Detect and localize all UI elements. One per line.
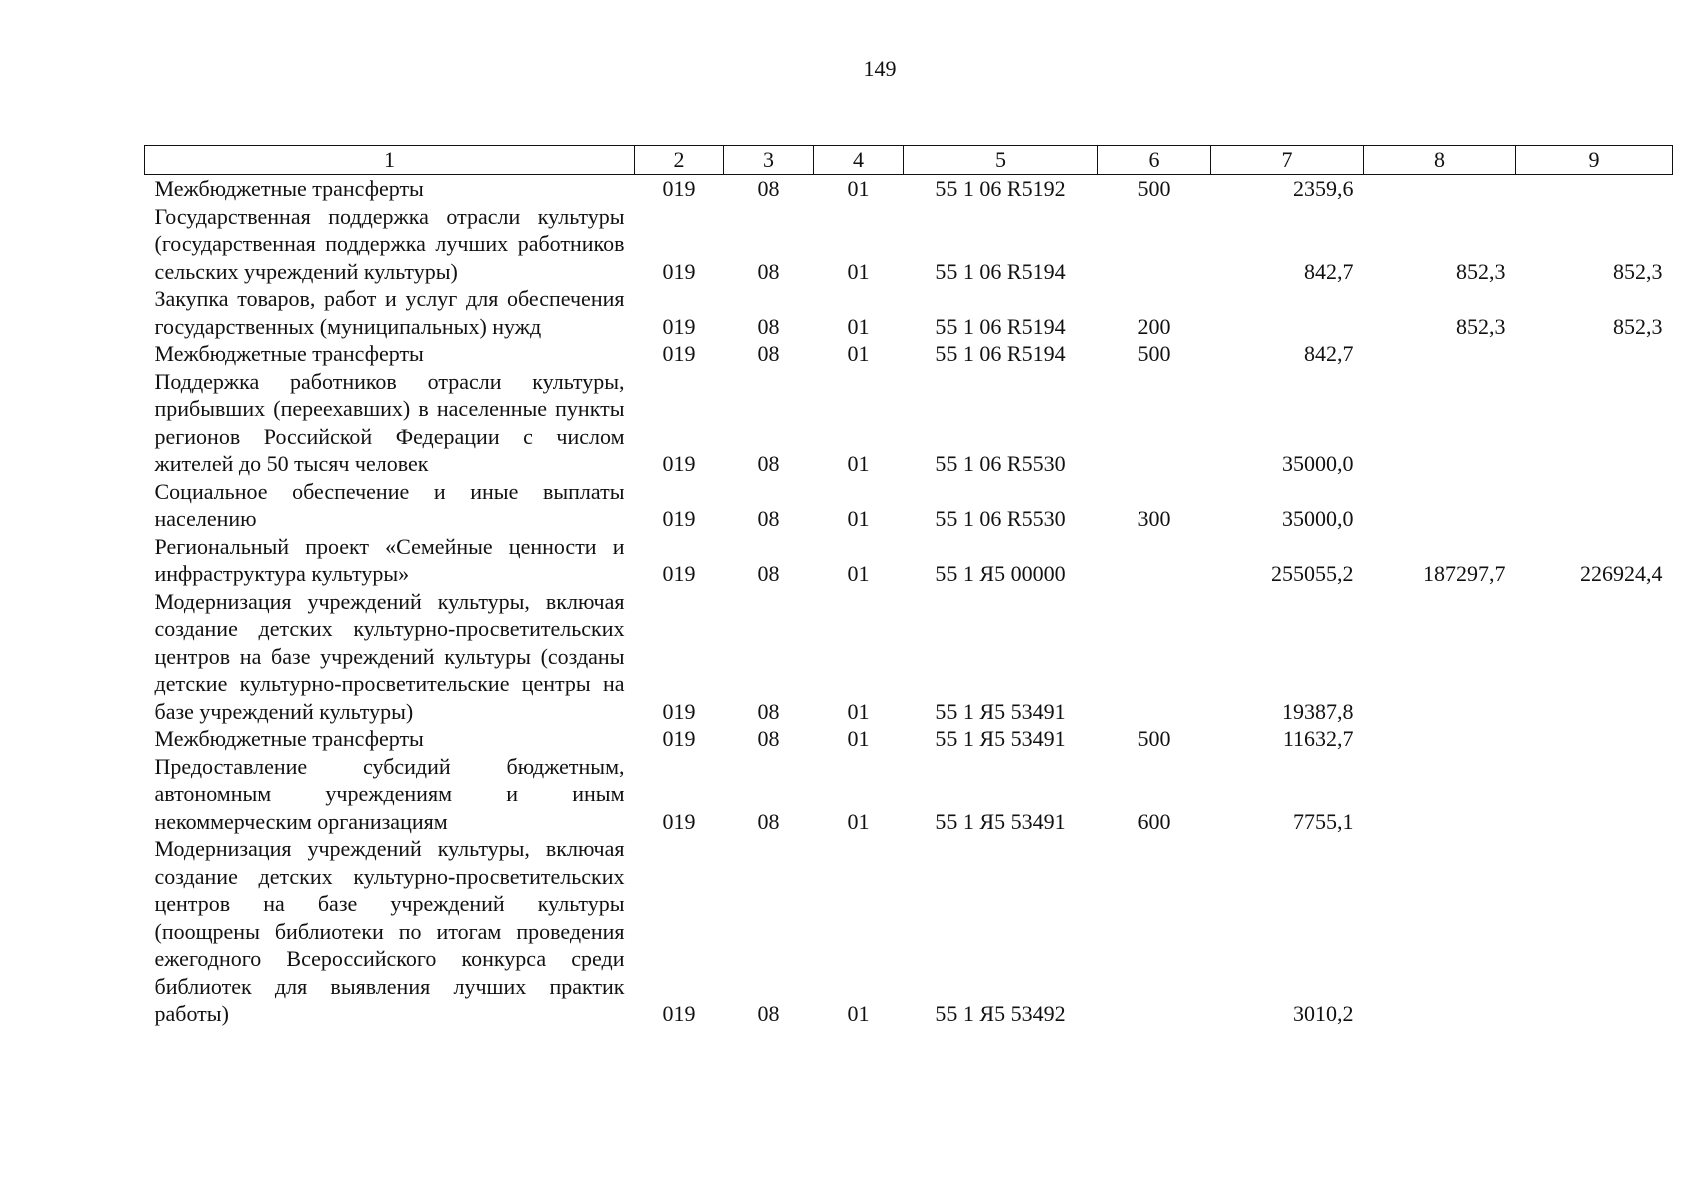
cell-col6 [1098, 203, 1211, 286]
cell-col8: 852,3 [1456, 313, 1506, 339]
cell-col8 [1364, 175, 1516, 203]
cell-col5: 55 1 Я5 53492 [935, 1001, 1066, 1026]
cell-col7: 11632,7 [1282, 726, 1354, 751]
cell-col9 [1516, 368, 1673, 478]
cell-col4: 01 [847, 1001, 870, 1026]
table-row [145, 725, 1673, 753]
cell-col4: 01 [847, 698, 870, 724]
cell-col7: 2359,6 [1293, 176, 1354, 201]
cell-col9 [1516, 725, 1673, 753]
cell-col5: 55 1 06 R5194 [935, 313, 1066, 339]
cell-col8 [1364, 478, 1516, 533]
cell-col6: 200 [1137, 313, 1171, 339]
table-row [145, 340, 1673, 368]
cell-col3: 08 [757, 451, 780, 476]
row-name: Межбюджетные трансферты [154, 341, 424, 366]
cell-col6 [1098, 368, 1211, 478]
header-cell: 3 [724, 146, 814, 175]
cell-col6: 300 [1137, 506, 1171, 531]
cell-col3: 08 [757, 1001, 780, 1026]
cell-col5: 55 1 Я5 00000 [935, 561, 1066, 586]
cell-col8: 852,3 [1456, 258, 1506, 284]
cell-col9 [1516, 340, 1673, 368]
table-row [145, 368, 1673, 478]
cell-col2: 019 [662, 808, 696, 834]
cell-col2: 019 [662, 451, 696, 476]
cell-col3: 08 [757, 726, 780, 751]
cell-col4: 01 [847, 313, 870, 339]
cell-col8: 187297,7 [1423, 561, 1506, 586]
cell-col8 [1364, 368, 1516, 478]
cell-col8 [1364, 753, 1516, 836]
table-row [145, 175, 1673, 203]
header-cell: 8 [1364, 146, 1516, 175]
cell-col2: 019 [662, 726, 696, 751]
cell-col8 [1364, 588, 1516, 726]
row-name: Социальное обеспечение и иные выплаты населению [154, 478, 625, 531]
cell-col6 [1098, 533, 1211, 588]
cell-col2: 019 [662, 313, 696, 339]
cell-col8 [1364, 835, 1516, 1028]
cell-col6: 500 [1137, 341, 1171, 366]
table-header-row [145, 146, 1673, 175]
table-row [145, 533, 1673, 588]
cell-col5: 55 1 Я5 53491 [935, 808, 1066, 834]
cell-col4: 01 [847, 341, 870, 366]
cell-col2: 019 [662, 698, 696, 724]
cell-col3: 08 [757, 506, 780, 531]
cell-col9: 226924,4 [1580, 561, 1663, 586]
table-row [145, 835, 1673, 1028]
cell-col3: 08 [757, 313, 780, 339]
header-cell: 7 [1211, 146, 1364, 175]
header-cell: 6 [1098, 146, 1211, 175]
cell-col6: 500 [1137, 726, 1171, 751]
cell-col3: 08 [757, 561, 780, 586]
page-number: 149 [863, 56, 897, 81]
table-row [145, 285, 1673, 340]
cell-col7: 255055,2 [1271, 561, 1354, 586]
cell-col5: 55 1 06 R5194 [935, 341, 1066, 366]
cell-col4: 01 [847, 561, 870, 586]
row-name: Поддержка работников отрасли культуры, прибывших (переехавших) в населенные пункты регионов Российской Федерации с числом жителей до 50 тысяч человек [154, 368, 625, 476]
cell-col4: 01 [847, 726, 870, 751]
cell-col5: 55 1 Я5 53491 [935, 726, 1066, 751]
cell-col2: 019 [662, 341, 696, 366]
row-name: Модернизация учреждений культуры, включая создание детских культурно-просветительских центров на базе учреждений культуры (поощрены библиотеки по итогам проведения ежегодного Всероссийского конкурса среди библиотек для выявления лучших практик работы) [154, 836, 625, 1026]
cell-col9 [1516, 175, 1673, 203]
cell-col4: 01 [847, 808, 870, 834]
table-row [145, 478, 1673, 533]
cell-col7 [1211, 285, 1364, 340]
cell-col3: 08 [757, 698, 780, 724]
row-name: Модернизация учреждений культуры, включая создание детских культурно-просветительских центров на базе учреждений культуры (созданы детские культурно-просветительские центры на базе учреждений культуры) [154, 588, 625, 724]
cell-col3: 08 [757, 808, 780, 834]
cell-col8 [1364, 340, 1516, 368]
cell-col4: 01 [847, 176, 870, 201]
cell-col7: 35000,0 [1282, 451, 1354, 476]
cell-col7: 35000,0 [1282, 506, 1354, 531]
row-name: Закупка товаров, работ и услуг для обеспечения государственных (муниципальных) нужд [154, 286, 625, 339]
row-name: Региональный проект «Семейные ценности и инфраструктура культуры» [154, 533, 625, 586]
cell-col9: 852,3 [1613, 258, 1663, 284]
cell-col3: 08 [757, 341, 780, 366]
cell-col7: 842,7 [1304, 258, 1354, 284]
cell-col4: 01 [847, 506, 870, 531]
header-cell: 1 [145, 146, 635, 175]
cell-col2: 019 [662, 1001, 696, 1026]
cell-col4: 01 [847, 451, 870, 476]
table-row [145, 588, 1673, 726]
header-cell: 4 [814, 146, 904, 175]
cell-col5: 55 1 06 R5194 [935, 258, 1066, 284]
cell-col2: 019 [662, 176, 696, 201]
cell-col7: 7755,1 [1293, 808, 1354, 834]
cell-col6 [1098, 588, 1211, 726]
cell-col2: 019 [662, 258, 696, 284]
cell-col4: 01 [847, 258, 870, 284]
cell-col9 [1516, 588, 1673, 726]
row-name: Государственная поддержка отрасли культуры (государственная поддержка лучших работников сельских учреждений культуры) [154, 203, 625, 284]
cell-col9 [1516, 835, 1673, 1028]
row-name: Межбюджетные трансферты [154, 726, 424, 751]
cell-col7: 842,7 [1304, 341, 1354, 366]
cell-col8 [1364, 725, 1516, 753]
cell-col7: 19387,8 [1282, 698, 1354, 724]
cell-col9: 852,3 [1613, 313, 1663, 339]
cell-col6: 500 [1137, 176, 1171, 201]
cell-col9 [1516, 753, 1673, 836]
cell-col6 [1098, 835, 1211, 1028]
cell-col6: 600 [1137, 808, 1171, 834]
cell-col5: 55 1 06 R5530 [935, 506, 1066, 531]
header-cell: 5 [904, 146, 1098, 175]
cell-col5: 55 1 06 R5530 [935, 451, 1066, 476]
row-name: Межбюджетные трансферты [154, 176, 424, 201]
header-cell: 9 [1516, 146, 1673, 175]
cell-col9 [1516, 478, 1673, 533]
table-row [145, 203, 1673, 286]
cell-col2: 019 [662, 506, 696, 531]
cell-col5: 55 1 06 R5192 [935, 176, 1066, 201]
cell-col3: 08 [757, 258, 780, 284]
row-name: Предоставление субсидий бюджетным, автономным учреждениям и иным некоммерческим организациям [154, 753, 625, 834]
budget-table [144, 145, 1673, 1028]
cell-col5: 55 1 Я5 53491 [935, 698, 1066, 724]
cell-col7: 3010,2 [1293, 1001, 1354, 1026]
table-row [145, 753, 1673, 836]
header-cell: 2 [635, 146, 724, 175]
cell-col3: 08 [757, 176, 780, 201]
cell-col2: 019 [662, 561, 696, 586]
